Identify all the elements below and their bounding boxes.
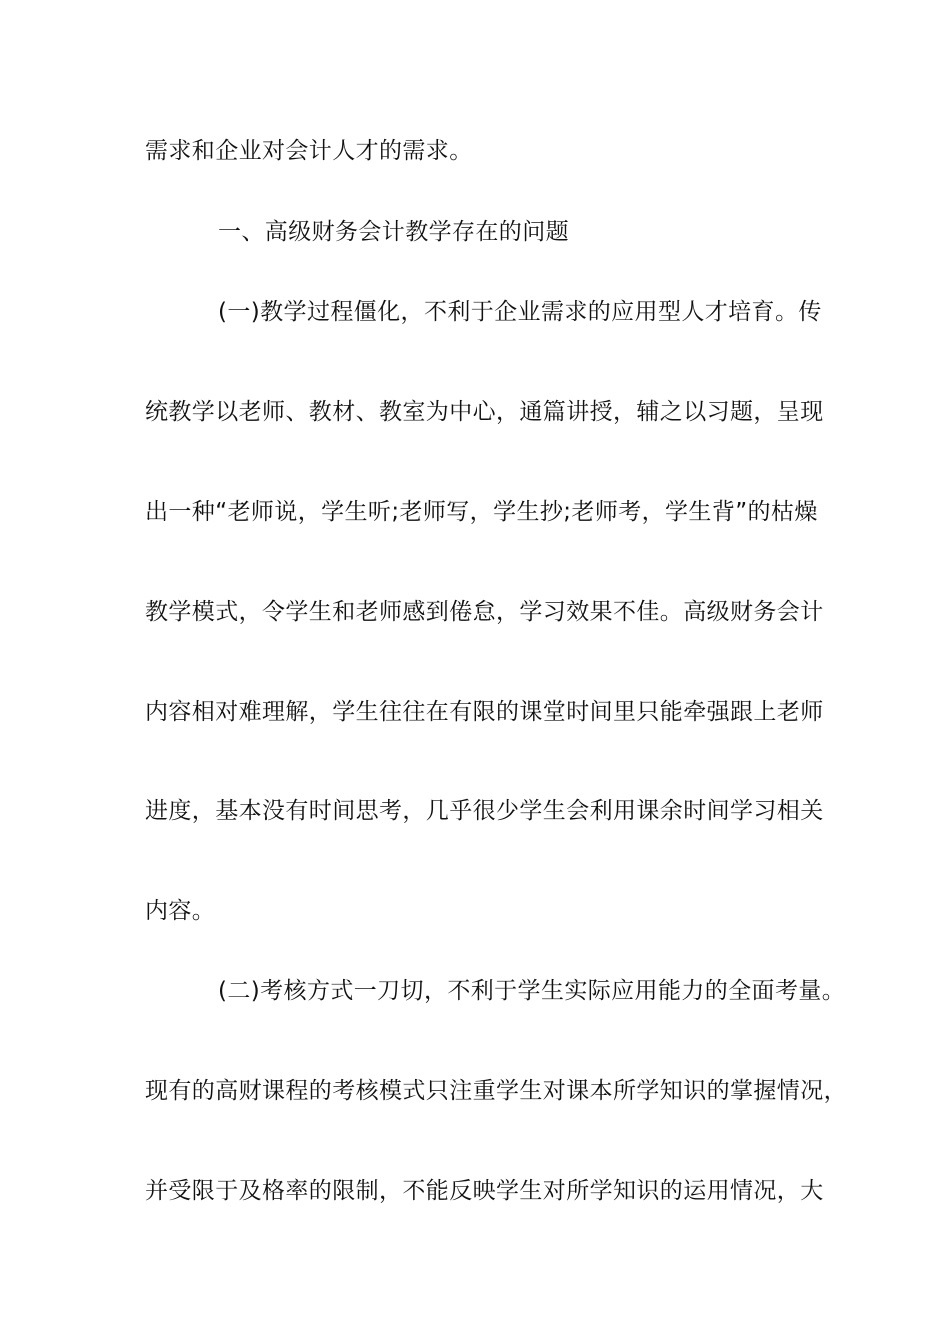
subsection-heading-1: (一)教学过程僵化，不利于企业需求的应用型人才培育。传 (218, 299, 822, 325)
subsection-heading-2: (二)考核方式一刀切，不利于学生实际应用能力的全面考量。 (218, 978, 846, 1004)
text-line-8: 进度，基本没有时间思考，几乎很少学生会利用课余时间学习相关 (145, 798, 824, 824)
text-line-9: 内容。 (145, 898, 216, 924)
text-line-7: 内容相对难理解，学生往往在有限的课堂时间里只能牵强跟上老师 (145, 699, 824, 725)
section-heading: 一、高级财务会计教学存在的问题 (218, 219, 569, 245)
text-line-6: 教学模式，令学生和老师感到倦怠，学习效果不佳。高级财务会计 (145, 599, 824, 625)
text-line-1: 需求和企业对会计人才的需求。 (145, 138, 473, 164)
text-line-11: 现有的高财课程的考核模式只注重学生对课本所学知识的掌握情况， (145, 1078, 847, 1104)
text-line-12: 并受限于及格率的限制，不能反映学生对所学知识的运用情况，大 (145, 1178, 824, 1204)
text-line-5: 出一种“老师说，学生听;老师写，学生抄;老师考，学生背”的枯燥 (145, 499, 818, 525)
text-line-4: 统教学以老师、教材、教室为中心，通篇讲授，辅之以习题，呈现 (145, 399, 824, 425)
